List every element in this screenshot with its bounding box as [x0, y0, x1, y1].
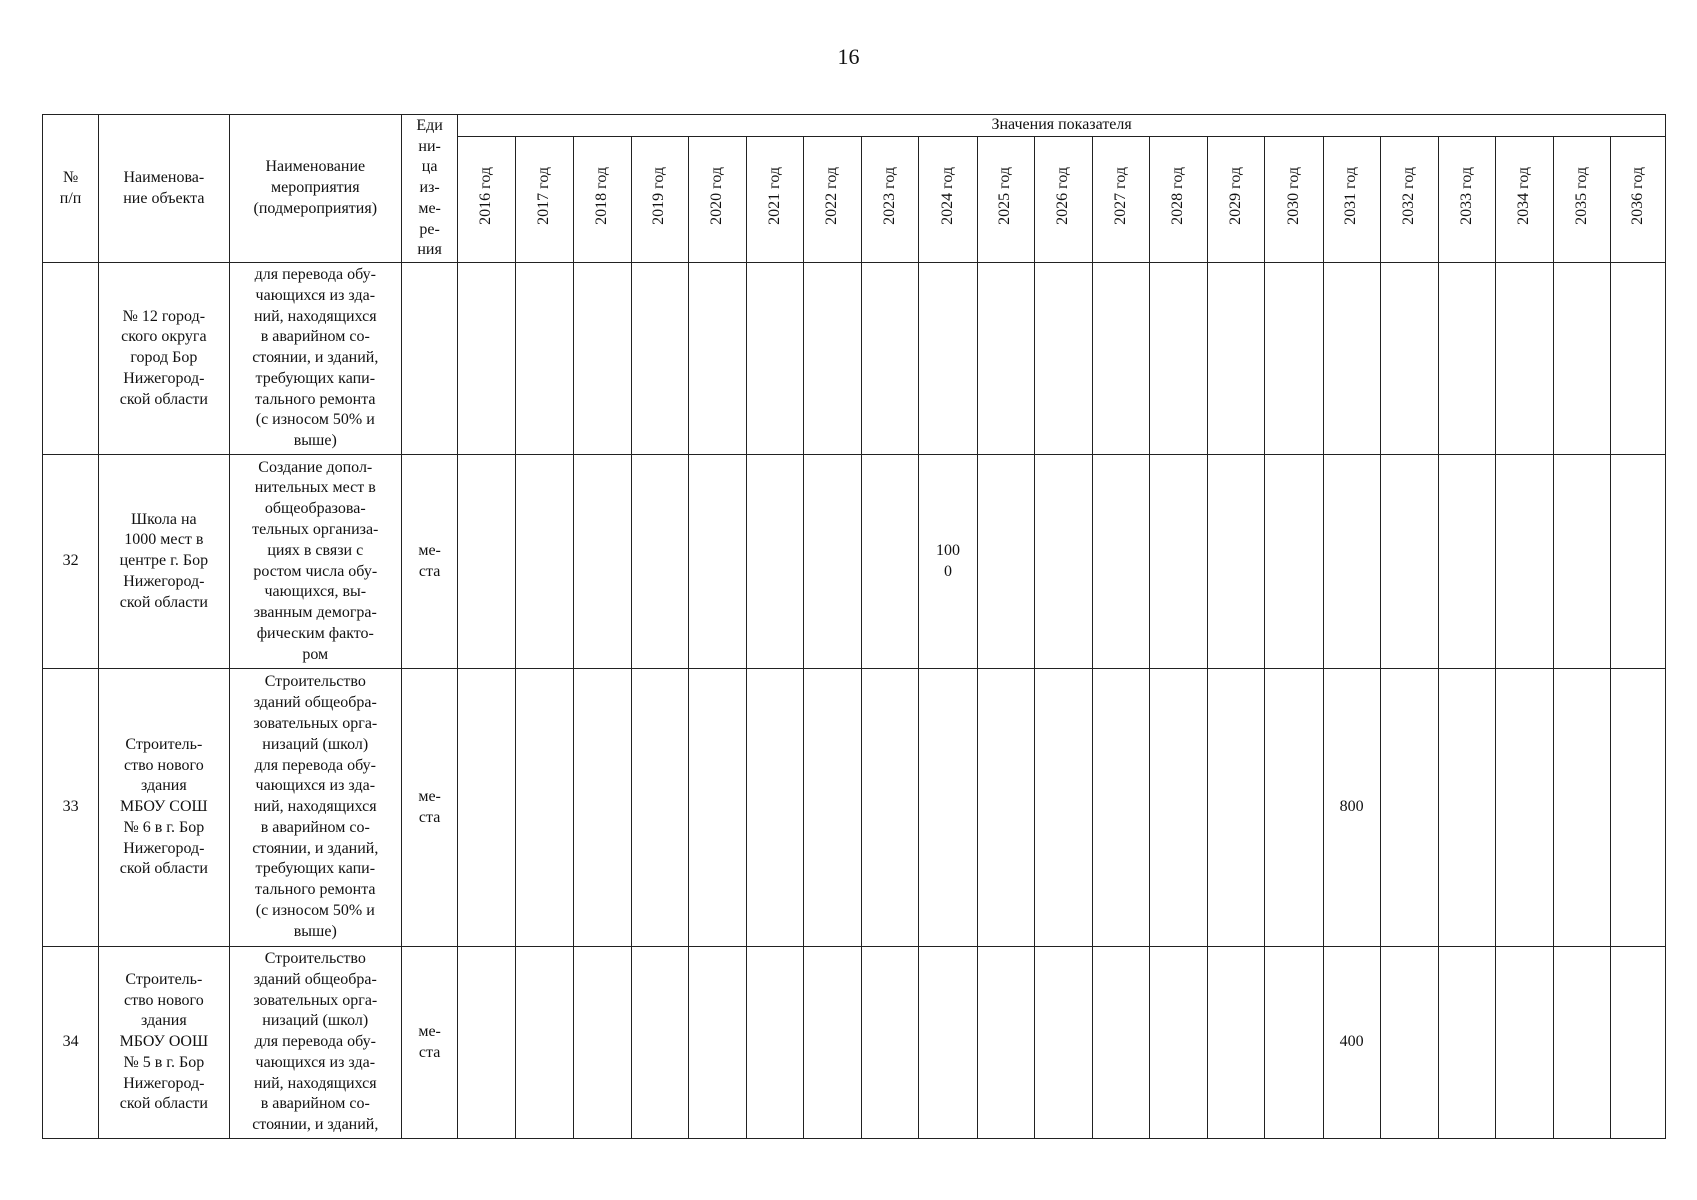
header-year-label: 2035 год — [1572, 167, 1590, 226]
row-value — [1265, 263, 1323, 455]
header-year — [1496, 137, 1554, 263]
row-value — [1611, 455, 1666, 669]
row-unit — [402, 263, 458, 455]
row-value — [1092, 455, 1149, 669]
row-value — [1150, 947, 1208, 1139]
header-year — [688, 137, 746, 263]
header-event: Наименование мероприятия (подмероприятия) — [229, 115, 402, 263]
row-value — [1496, 669, 1554, 947]
row-value — [1438, 947, 1495, 1139]
row-value — [1554, 455, 1611, 669]
row-value — [919, 947, 977, 1139]
row-value — [1323, 263, 1380, 455]
header-unit: Еди ни- ца из- ме- ре- ния — [402, 115, 458, 263]
row-value — [862, 669, 919, 947]
row-value — [977, 669, 1034, 947]
row-object: № 12 город- ского округа город Бор Нижегород- ской области — [99, 263, 229, 455]
row-unit: ме- ста — [402, 669, 458, 947]
header-year — [977, 137, 1034, 263]
table-row — [43, 669, 1666, 947]
row-value — [1380, 947, 1438, 1139]
row-value — [977, 947, 1034, 1139]
header-year-label: 2016 год — [477, 167, 495, 226]
row-event: Строительство зданий общеобра- зовательных орга- низаций (школ) для перевода обу- чающихся из зда- ний, находящихся в аварийном со- стоянии, и зданий, требующих капи- тального ремонта (с износом 50% и выше) — [229, 669, 402, 947]
page-number: 16 — [837, 44, 860, 69]
row-value — [688, 263, 746, 455]
header-year — [1380, 137, 1438, 263]
header-year-label: 2017 год — [535, 167, 553, 226]
row-value — [573, 669, 631, 947]
table-row — [43, 947, 1666, 1139]
row-value — [977, 455, 1034, 669]
indicator-table — [42, 114, 1666, 1139]
row-value — [458, 263, 516, 455]
row-value — [977, 263, 1034, 455]
row-num: 34 — [43, 947, 99, 1139]
header-year — [631, 137, 688, 263]
header-year-label: 2029 год — [1226, 167, 1244, 226]
header-year — [1438, 137, 1495, 263]
row-value — [1265, 669, 1323, 947]
row-value — [1092, 669, 1149, 947]
row-value — [631, 947, 688, 1139]
row-value — [1034, 669, 1092, 947]
header-object: Наименова- ние объекта — [99, 115, 229, 263]
header-year-label: 2023 год — [880, 167, 898, 226]
row-value — [458, 455, 516, 669]
row-unit: ме- ста — [402, 947, 458, 1139]
row-value — [573, 455, 631, 669]
header-year-label: 2021 год — [765, 167, 783, 226]
row-event: Строительство зданий общеобра- зовательных орга- низаций (школ) для перевода обу- чающихся из зда- ний, находящихся в аварийном со- стоянии, и зданий, — [229, 947, 402, 1139]
row-value — [516, 947, 573, 1139]
header-year — [1323, 137, 1380, 263]
header-year — [1554, 137, 1611, 263]
row-object: Строитель- ство нового здания МБОУ ООШ № 5 в г. Бор Нижегород- ской области — [99, 947, 229, 1139]
table-row — [43, 263, 1666, 455]
header-year — [804, 137, 862, 263]
header-year — [1611, 137, 1666, 263]
header-values-title: Значения показателя — [458, 115, 1666, 137]
row-value — [573, 263, 631, 455]
row-value — [746, 947, 803, 1139]
row-value — [1554, 669, 1611, 947]
header-year-label: 2025 год — [996, 167, 1014, 226]
row-value — [1034, 263, 1092, 455]
row-value — [1611, 669, 1666, 947]
row-event: для перевода обу- чающихся из зда- ний, находящихся в аварийном со- стоянии, и зданий, требующих капи- тального ремонта (с износом 50% и выше) — [229, 263, 402, 455]
row-value — [458, 669, 516, 947]
header-year-label: 2031 год — [1342, 167, 1360, 226]
row-value — [631, 455, 688, 669]
header-year — [919, 137, 977, 263]
row-value — [1208, 455, 1265, 669]
row-value — [1554, 947, 1611, 1139]
row-value — [1150, 263, 1208, 455]
row-value — [919, 263, 977, 455]
header-year — [862, 137, 919, 263]
row-object: Строитель- ство нового здания МБОУ СОШ № 6 в г. Бор Нижегород- ской области — [99, 669, 229, 947]
header-year-label: 2020 год — [707, 167, 725, 226]
header-year — [1034, 137, 1092, 263]
header-year — [1208, 137, 1265, 263]
row-value — [1611, 263, 1666, 455]
row-value — [1208, 263, 1265, 455]
row-value — [1092, 947, 1149, 1139]
header-year-label: 2030 год — [1284, 167, 1302, 226]
row-num: 33 — [43, 669, 99, 947]
row-value: 800 — [1323, 669, 1380, 947]
row-value: 400 — [1323, 947, 1380, 1139]
row-value — [516, 669, 573, 947]
row-value — [1438, 669, 1495, 947]
row-value — [1380, 263, 1438, 455]
row-value — [862, 455, 919, 669]
row-value — [1150, 669, 1208, 947]
row-value — [631, 263, 688, 455]
row-value — [746, 263, 803, 455]
row-value: 100 0 — [919, 455, 977, 669]
header-year — [573, 137, 631, 263]
row-value — [1380, 669, 1438, 947]
header-year — [458, 137, 516, 263]
header-num: № п/п — [43, 115, 99, 263]
row-value — [919, 669, 977, 947]
row-value — [516, 455, 573, 669]
header-year — [1150, 137, 1208, 263]
row-value — [1438, 455, 1495, 669]
row-value — [804, 455, 862, 669]
row-value — [516, 263, 573, 455]
table-row — [43, 455, 1666, 669]
header-year — [746, 137, 803, 263]
header-year-label: 2032 год — [1399, 167, 1417, 226]
row-value — [688, 455, 746, 669]
header-year-label: 2026 год — [1053, 167, 1071, 226]
row-value — [1208, 947, 1265, 1139]
row-value — [573, 947, 631, 1139]
row-value — [688, 669, 746, 947]
row-value — [688, 947, 746, 1139]
row-value — [1438, 263, 1495, 455]
header-year-label: 2034 год — [1515, 167, 1533, 226]
row-value — [1265, 455, 1323, 669]
row-value — [631, 669, 688, 947]
header-year — [1265, 137, 1323, 263]
row-value — [862, 947, 919, 1139]
header-year-label: 2019 год — [650, 167, 668, 226]
row-unit: ме- ста — [402, 455, 458, 669]
row-value — [1034, 455, 1092, 669]
header-year — [516, 137, 573, 263]
row-value — [804, 669, 862, 947]
table-body — [43, 263, 1666, 1139]
row-value — [1380, 455, 1438, 669]
header-year-label: 2033 год — [1457, 167, 1475, 226]
header-year-label: 2027 год — [1111, 167, 1129, 226]
row-value — [1034, 947, 1092, 1139]
row-event: Создание допол- нительных мест в общеобразова- тельных организа- циях в связи с ростом числа обу- чающихся, вы- званным демогра- фическим факто- ром — [229, 455, 402, 669]
header-year-label: 2028 год — [1169, 167, 1187, 226]
row-value — [1323, 455, 1380, 669]
row-value — [1496, 455, 1554, 669]
header-year-label: 2018 год — [592, 167, 610, 226]
row-value — [1496, 263, 1554, 455]
row-value — [458, 947, 516, 1139]
row-value — [1554, 263, 1611, 455]
header-year — [1092, 137, 1149, 263]
row-value — [746, 669, 803, 947]
row-value — [1092, 263, 1149, 455]
row-object: Школа на 1000 мест в центре г. Бор Нижегород- ской области — [99, 455, 229, 669]
row-value — [804, 947, 862, 1139]
header-year-label: 2024 год — [938, 167, 956, 226]
row-value — [1496, 947, 1554, 1139]
row-num — [43, 263, 99, 455]
row-value — [1265, 947, 1323, 1139]
header-year-label: 2036 год — [1628, 167, 1646, 226]
row-value — [746, 455, 803, 669]
row-value — [1208, 669, 1265, 947]
row-num: 32 — [43, 455, 99, 669]
header-year-label: 2022 год — [823, 167, 841, 226]
row-value — [804, 263, 862, 455]
row-value — [862, 263, 919, 455]
row-value — [1150, 455, 1208, 669]
row-value — [1611, 947, 1666, 1139]
